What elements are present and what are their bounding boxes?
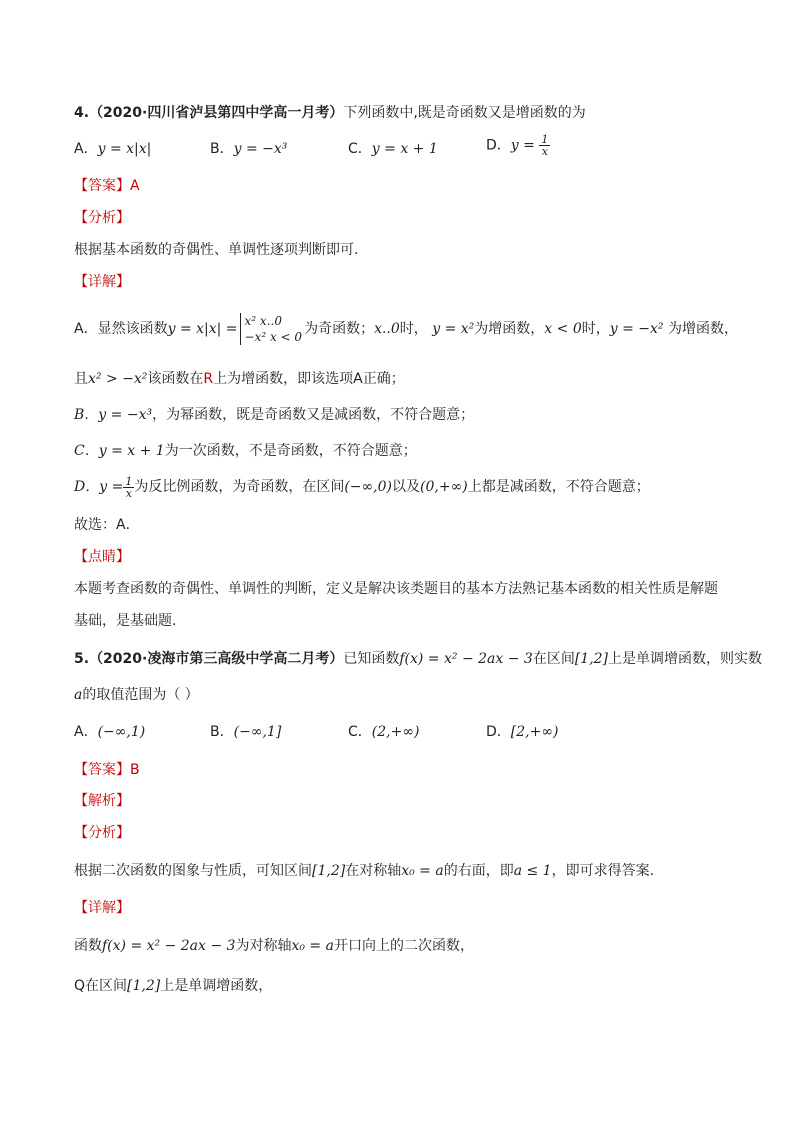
- q4-detail-a1: A．显然该函数y = x|x| = x² x..0 −x² x < 0 为奇函数；x..0时， y = x²为增函数，x < 0时，y = −x² 为增函数，: [74, 314, 738, 344]
- q5-stem-line2: a的取值范围为（ ）: [74, 687, 199, 703]
- q4-option-a: A．y = x|x|: [74, 141, 152, 157]
- q4-answer-value: A: [130, 178, 140, 194]
- q4-stem-line: [74, 104, 754, 122]
- q4-option-d: D．y = $\frac{1}{x}$: [486, 133, 549, 158]
- q5-analysis-heading: 【分析】: [74, 825, 130, 841]
- q4-analysis-text: 根据基本函数的奇偶性、单调性逐项判断即可.: [74, 242, 359, 258]
- q4-source: （2020·四川省泸县第四中学高一月考）: [89, 105, 344, 121]
- q4-detail-heading: 【详解】: [74, 274, 130, 290]
- q4-options: [74, 133, 754, 162]
- q5-number: 5.: [74, 651, 90, 667]
- q5-analysis-text: 根据二次函数的图象与性质，可知区间[1,2]在对称轴x₀ = a的右面，即a ≤ 1，即可求得答案.: [74, 863, 655, 879]
- q4-choose: 故选：A．: [74, 517, 140, 533]
- q5-answer-value: B: [130, 762, 140, 778]
- q4-option-b: B．y = −x³: [210, 141, 288, 157]
- q5-detail-line2: Q在区间[1,2]上是单调增函数，: [74, 978, 273, 994]
- q5-source: （2020·凌海市第三高级中学高二月考）: [89, 651, 344, 667]
- q4-option-c: C．y = x + 1: [348, 141, 438, 157]
- q4-comment-line2: 基础，是基础题.: [74, 613, 177, 629]
- q5-options: [74, 723, 754, 745]
- q4-analysis-heading: 【分析】: [74, 210, 130, 226]
- q5-option-b: B．(−∞,1]: [210, 724, 282, 740]
- q4-comment-line1: 本题考查函数的奇偶性、单调性的判断，定义是解决该类题目的基本方法熟记基本函数的相关性质是解题: [74, 581, 718, 597]
- q4-stem: 下列函数中,既是奇函数又是增函数的为: [343, 105, 586, 121]
- q4-detail-a2: 且x² > −x²该函数在R上为增函数，即该选项A正确；: [74, 371, 405, 387]
- q4-option-d-fraction: $\frac{1}{x}$: [541, 133, 549, 158]
- q4-piecewise: x² x..0 −x² x < 0: [240, 313, 303, 345]
- q5-explain-heading: 【解析】: [74, 793, 130, 809]
- therefore-symbol: Q: [74, 978, 86, 994]
- q5-option-c: C．(2,+∞): [348, 724, 420, 740]
- q5-answer: 【答案】B: [74, 762, 140, 778]
- q4-detail-d-fraction: $\frac{1}{x}$: [125, 474, 133, 500]
- q5-detail-line1: 函数f(x) = x² − 2ax − 3为对称轴x₀ = a开口向上的二次函数，: [74, 938, 474, 954]
- q4-detail-b: B．y = −x³，为幂函数，既是奇函数又是减函数，不符合题意；: [74, 407, 475, 423]
- q4-answer: 【答案】A: [74, 178, 140, 194]
- q5-stem-line: 5.（2020·凌海市第三高级中学高二月考）已知函数f(x) = x² − 2ax − 3在区间[1,2]上是单调增函数，则实数: [74, 651, 763, 667]
- q5-option-a: A．(−∞,1): [74, 724, 146, 740]
- q4-detail-d: D．y = $\frac{1}{x}$ 为反比例函数，为奇函数，在区间(−∞,0)以及(0,+∞)上都是减函数，不符合题意；: [74, 474, 650, 500]
- q5-detail-heading: 【详解】: [74, 900, 130, 916]
- q4-comment-heading: 【点睛】: [74, 549, 130, 565]
- q5-option-d: D．[2,+∞): [486, 724, 559, 740]
- q4-detail-c: C．y = x + 1为一次函数，不是奇函数，不符合题意；: [74, 443, 417, 459]
- q4-number: 4.: [74, 105, 90, 121]
